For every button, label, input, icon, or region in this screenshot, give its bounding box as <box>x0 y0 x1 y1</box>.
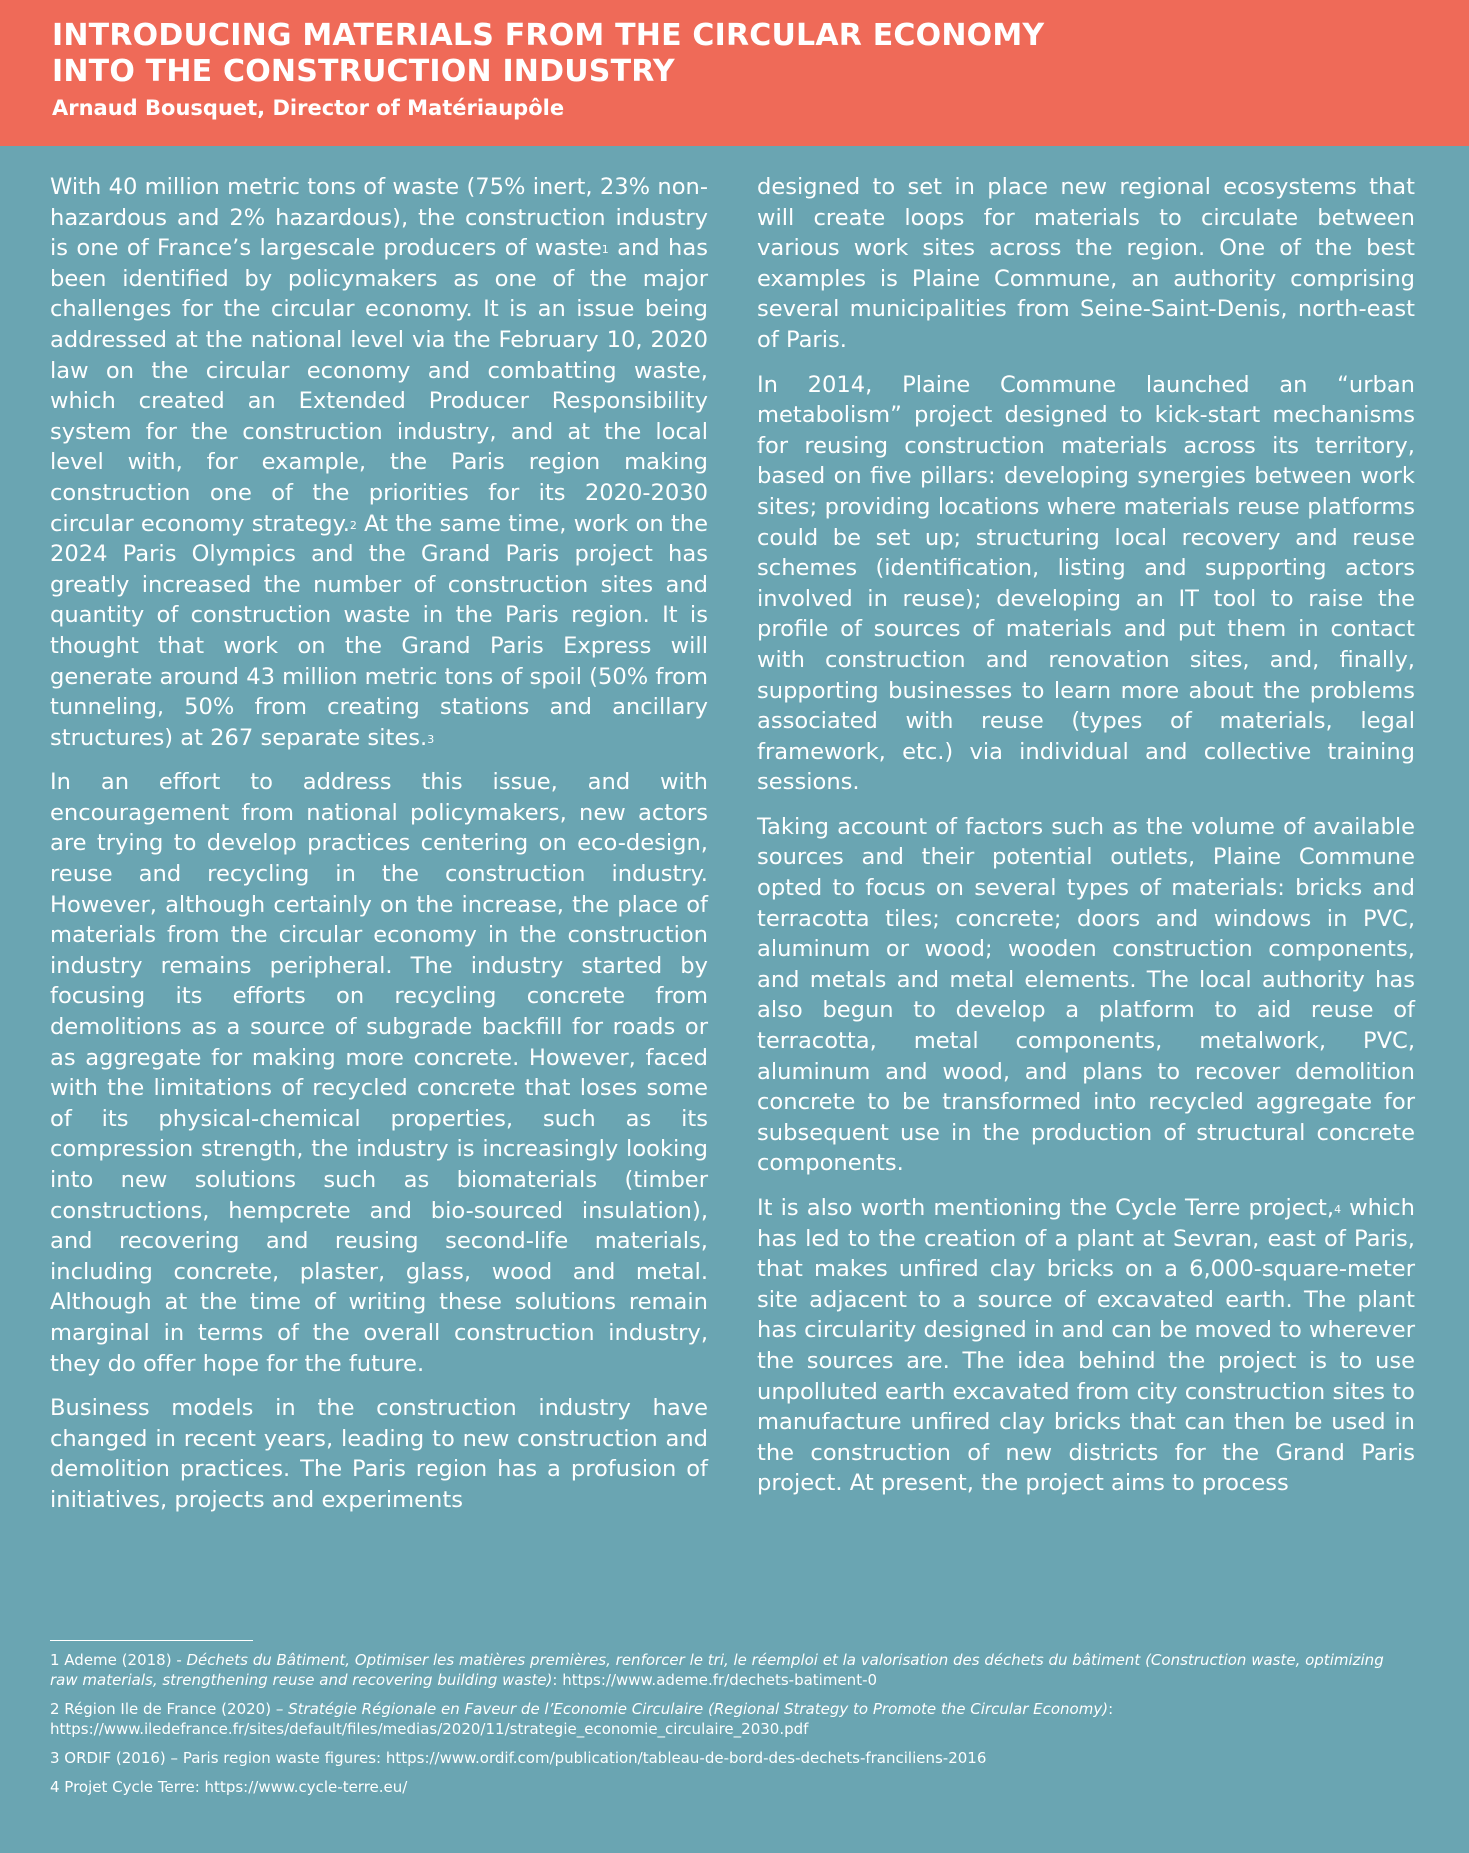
paragraph: In an effort to address this issue, and with encouragement from national policymakers, new actors are trying to develop practices centering on eco-design, reuse and recycling in the construction industry. However, although certainly on the increase, the place of materials from the circular economy in the construction industry remains peripheral. The industry started by focusing its efforts on recycling concrete from demolitions as a source of subgrade backfill for roads or as aggregate for making more concrete. However, faced with the limitations of recycled concrete that loses some of its physical-chemical properties, such as its compression strength, the industry is increasingly looking into new solutions such as biomaterials (timber constructions, hempcrete and bio-sourced insulation), and recovering and reusing second-life materials, including concrete, plaster, glass, wood and metal. Although at the time of writing these solutions remain marginal in terms of the overall construction industry, they do offer hope for the future. <box>50 769 708 1377</box>
footnote-4[interactable]: 4 Projet Cycle Terre: https://www.cycle-terre.eu/ <box>50 1778 408 1796</box>
footnote-ref: 1 <box>601 243 609 257</box>
article-author: Arnaud Bousquet, Director of Matériaupôle <box>52 96 565 120</box>
footnote-ref: 3 <box>427 732 435 746</box>
footnote-source-title: Stratégie Régionale en Faveur de l’Economie Circulaire (Regional Strategy to Promote the Circular Economy) <box>288 1700 1109 1718</box>
footnote-ref: 4 <box>1334 1203 1342 1216</box>
article-title-line1: INTRODUCING MATERIALS FROM THE CIRCULAR ECONOMY <box>52 18 1045 53</box>
paragraph-text: At the same time, work on the 2024 Paris Olympics and the Grand Paris project has greatly increased the number of construction sites and quantity of construction waste in the Paris region. It is thought that work on the Grand Paris Express will generate around 43 million metric tons of spoil (50% from tunneling, 50% from creating stations and ancillary structures) at 267 separate sites. <box>50 510 708 751</box>
article-title <box>52 18 1417 90</box>
article-header <box>0 0 1469 146</box>
footnote-2 <box>50 1699 1410 1739</box>
paragraph-text: which has led to the creation of a plant at Sevran, east of Paris, that makes unfired clay bricks on a 6,000-square-meter site adjacent to a source of excavated earth. The plant has circularity designed in and can be moved to wherever the sources are. The idea behind the project is to use unpolluted earth excavated from city construction sites to manufacture unfired clay bricks that can then be used in the construction of new districts for the Grand Paris project. At present, the project aims to process <box>757 1195 1415 1497</box>
footnote-link[interactable]: : https://www.ademe.fr/dechets-batiment-0 <box>552 1671 878 1689</box>
footnotes <box>50 1650 1410 1806</box>
paragraph <box>50 172 708 753</box>
footnote-link[interactable]: : https://www.iledefrance.fr/sites/default/files/medias/2020/11/strategie_economie_circulaire_2030.pdf <box>50 1700 1114 1738</box>
paragraph-text: It is also worth mentioning the Cycle Terre project, <box>757 1195 1335 1221</box>
paragraph: designed to set in place new regional ecosystems that will create loops for materials to circulate between various work sites across the region. One of the best examples is Plaine Commune, an authority comprising several municipalities from Seine-Saint-Denis, north-east of Paris. <box>757 174 1415 353</box>
footnote-source-title: Déchets du Bâtiment, Optimiser les matières premières, renforcer le tri, le réemploi et la valorisation des déchets du bâtiment (Construction waste, optimizing raw materials, strengthening reuse and recovering building waste) <box>50 1651 1384 1689</box>
paragraph-text: and has been identified by policymakers as one of the major challenges for the circular economy. It is an issue being addressed at the national level via the February 10, 2020 law on the circular economy and combatting waste, which created an Extended Producer Responsibility system for the construction industry, and at the local level with, for example, the Paris region making construction one of the priorities for its 2020-2030 circular economy strategy. <box>50 235 708 537</box>
right-column <box>757 172 1415 1513</box>
article-title-line2: INTO THE CONSTRUCTION INDUSTRY <box>52 54 675 89</box>
footnote-1 <box>50 1650 1410 1690</box>
footnote-3[interactable]: 3 ORDIF (2016) – Paris region waste figures: https://www.ordif.com/publication/tableau-de-bord-des-dechets-franciliens-2016 <box>50 1749 987 1767</box>
paragraph: In 2014, Plaine Commune launched an “urban metabolism” project designed to kick-start mechanisms for reusing construction materials across its territory, based on five pillars: developing synergies between work sites; providing locations where materials reuse platforms could be set up; structuring local recovery and reuse schemes (identification, listing and supporting actors involved in reuse); developing an IT tool to raise the profile of sources of materials and put them in contact with construction and renovation sites, and, finally, supporting businesses to learn more about the problems associated with reuse (types of materials, legal framework, etc.) via individual and collective training sessions. <box>757 371 1415 796</box>
footnote-divider <box>50 1640 253 1641</box>
footnote-ref: 2 <box>349 518 357 532</box>
paragraph <box>757 1193 1415 1499</box>
footnote-text: 1 Ademe (2018) - <box>50 1651 187 1669</box>
footnote-text: 2 Région Ile de France (2020) – <box>50 1700 289 1718</box>
paragraph-text: With 40 million metric tons of waste (75% inert, 23% non-hazardous and 2% hazardous), the construction industry is one of France’s largescale producers of waste <box>50 174 708 262</box>
paragraph: Taking account of factors such as the volume of available sources and their potential outlets, Plaine Commune opted to focus on several types of materials: bricks and terracotta tiles; concrete; doors and windows in PVC, aluminum or wood; wooden construction components, and metals and metal elements. The local authority has also begun to develop a platform to aid reuse of terracotta, metal components, metalwork, PVC, aluminum and wood, and plans to recover demolition concrete to be transformed into recycled aggregate for subsequent use in the production of structural concrete components. <box>757 813 1415 1177</box>
paragraph: Business models in the construction industry have changed in recent years, leading to new construction and demolition practices. The Paris region has a profusion of initiatives, projects and experiments <box>50 1395 708 1513</box>
left-column <box>50 172 708 1530</box>
